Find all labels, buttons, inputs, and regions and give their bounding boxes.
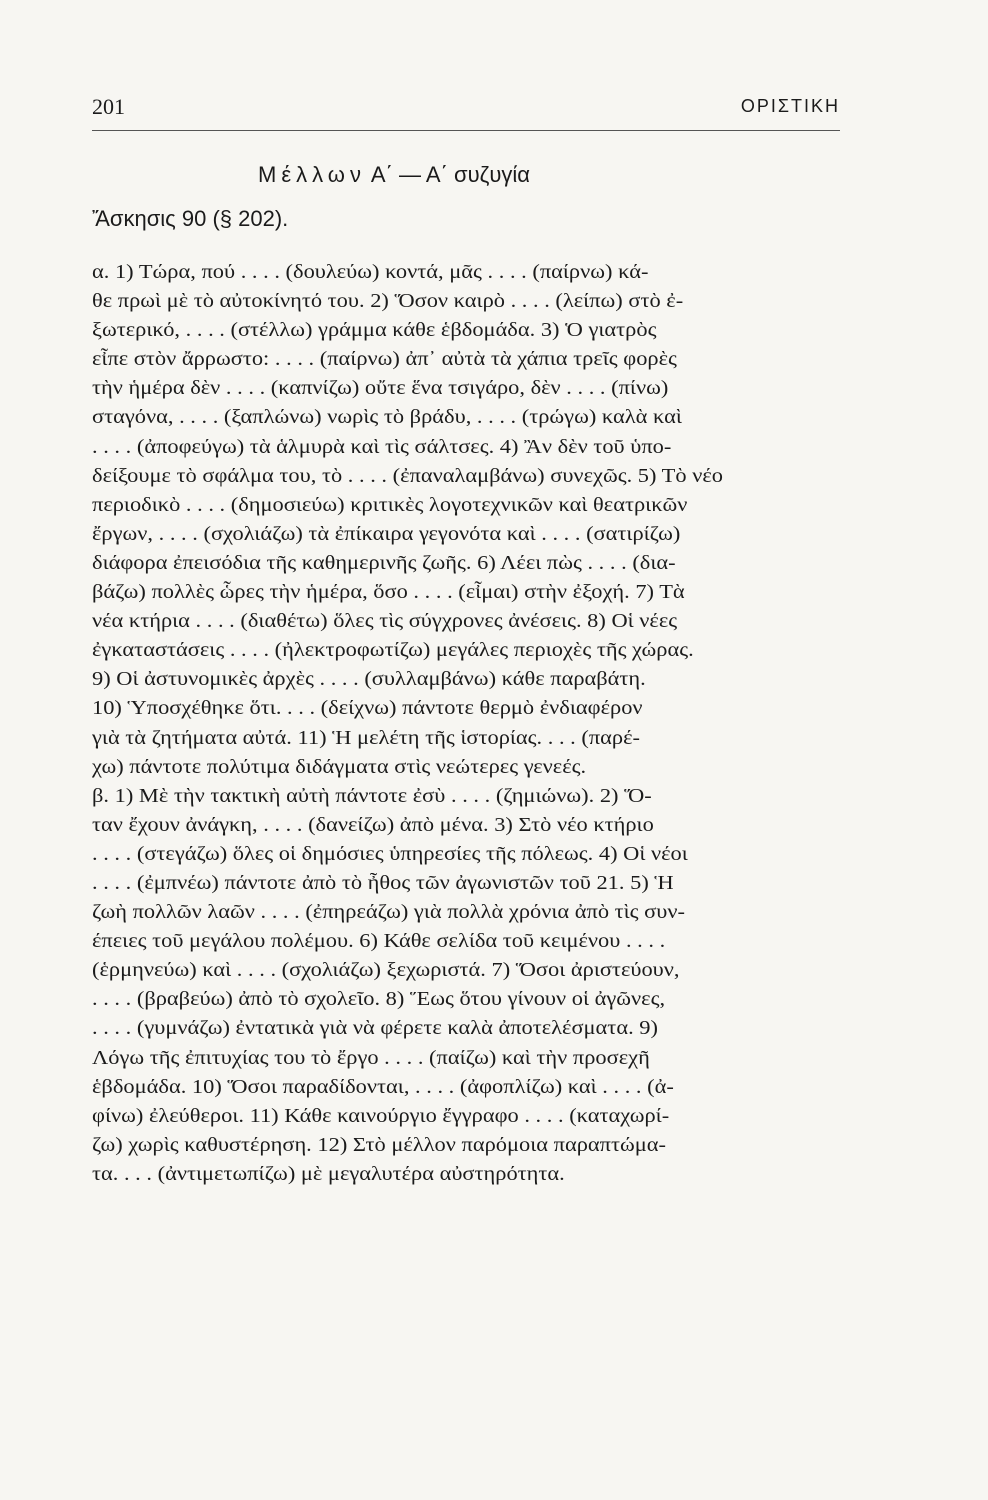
- text-line: . . . . (στεγάζω) ὅλες οἱ δημόσιες ὑπηρεσίες τῆς πόλεως. 4) Οἱ νέοι: [92, 843, 688, 865]
- text-line: τὴν ἡμέρα δὲν . . . . (καπνίζω) οὔτε ἕνα τσιγάρο, δὲν . . . . (πίνω): [92, 378, 669, 400]
- text-line: δείξουμε τὸ σφάλμα του, τὸ . . . . (ἐπαναλαμβάνω) συνεχῶς. 5) Τὸ νέο: [92, 465, 723, 487]
- section-title-conjugation: Α΄ — Α΄ συζυγία: [370, 162, 530, 187]
- text-line: ζωὴ πολλῶν λαῶν . . . . (ἐπηρεάζω) γιὰ πολλὰ χρόνια ἀπὸ τὶς συν-: [92, 902, 685, 924]
- section-title-tense: Μέλλων: [258, 162, 366, 187]
- running-head: ΟΡΙΣΤΙΚΗ: [740, 96, 840, 116]
- text-line: φίνω) ἐλεύθεροι. 11) Κάθε καινούργιο ἔγγραφο . . . . (καταχωρί-: [92, 1105, 670, 1127]
- text-line: γιὰ τὰ ζητήματα αὐτά. 11) Ἡ μελέτη τῆς ἱστορίας. . . . (παρέ-: [92, 727, 641, 749]
- text-line: τα. . . . (ἀντιμετωπίζω) μὲ μεγαλυτέρα αὐστηρότητα.: [92, 1163, 565, 1185]
- text-line: ζω) χωρὶς καθυστέρηση. 12) Στὸ μέλλον παρόμοια παραπτώμα-: [92, 1134, 666, 1156]
- text-line: Λόγω τῆς ἐπιτυχίας του τὸ ἔργο . . . . (παίζω) καὶ τὴν προσεχῆ: [92, 1047, 650, 1069]
- exercise-body: [92, 258, 840, 1189]
- text-line: σταγόνα, . . . . (ξαπλώνω) νωρὶς τὸ βράδυ, . . . . (τρώγω) καλὰ καὶ: [92, 407, 682, 429]
- text-line: β. 1) Μὲ τὴν τακτικὴ αὐτὴ πάντοτε ἐσὺ . . . . (ζημιώνω). 2) Ὅ-: [92, 785, 652, 807]
- page-header: [92, 90, 840, 131]
- text-line: . . . . (βραβεύω) ἀπὸ τὸ σχολεῖο. 8) Ἕως ὅτου γίνουν οἱ ἀγῶνες,: [92, 989, 666, 1011]
- text-line: βάζω) πολλὲς ὧρες τὴν ἡμέρα, ὅσο . . . . (εἶμαι) στὴν ἐξοχή. 7) Τὰ: [92, 582, 685, 604]
- text-line: α. 1) Τώρα, πού . . . . (δουλεύω) κοντά, μᾶς . . . . (παίρνω) κά-: [92, 262, 649, 283]
- text-line: εἶπε στὸν ἄρρωστο: . . . . (παίρνω) ἀπ᾿ αὐτὰ τὰ χάπια τρεῖς φορὲς: [92, 349, 677, 371]
- exercise-heading: Ἄσκησις 90 (§ 202).: [92, 206, 289, 231]
- text-line: περιοδικὸ . . . . (δημοσιεύω) κριτικὲς λογοτεχνικῶν καὶ θεατρικῶν: [92, 494, 688, 516]
- text-line: διάφορα ἐπεισόδια τῆς καθημερινῆς ζωῆς. 6) Λέει πὼς . . . . (δια-: [92, 552, 676, 574]
- text-line: . . . . (ἐμπνέω) πάντοτε ἀπὸ τὸ ἦθος τῶν ἀγωνιστῶν τοῦ 21. 5) Ἡ: [92, 872, 674, 894]
- text-line: θε πρωὶ μὲ τὸ αὐτοκίνητό του. 2) Ὅσον καιρὸ . . . . (λείπω) στὸ ἐ-: [92, 291, 684, 313]
- text-line: (ἑρμηνεύω) καὶ . . . . (σχολιάζω) ξεχωριστά. 7) Ὅσοι ἀριστεύουν,: [92, 960, 680, 982]
- text-line: . . . . (ἀποφεύγω) τὰ ἁλμυρὰ καὶ τὶς σάλτσες. 4) Ἂν δὲν τοῦ ὑπο-: [92, 436, 672, 458]
- text-line: ἔργων, . . . . (σχολιάζω) τὰ ἐπίκαιρα γεγονότα καὶ . . . . (σατιρίζω): [92, 523, 681, 545]
- text-line: ἑβδομάδα. 10) Ὅσοι παραδίδονται, . . . . (ἀφοπλίζω) καὶ . . . . (ἀ-: [92, 1076, 674, 1098]
- text-line: . . . . (γυμνάζω) ἐντατικὰ γιὰ νὰ φέρετε καλὰ ἀποτελέσματα. 9): [92, 1018, 658, 1040]
- text-line: έπειες τοῦ μεγάλου πολέμου. 6) Κάθε σελίδα τοῦ κειμένου . . . .: [92, 931, 666, 953]
- text-line: 9) Οἱ ἀστυνομικὲς ἀρχὲς . . . . (συλλαμβάνω) κάθε παραβάτη.: [92, 669, 646, 691]
- text-line: νέα κτήρια . . . . (διαθέτω) ὅλες τὶς σύγχρονες ἀνέσεις. 8) Οἱ νέες: [92, 611, 678, 633]
- page-number: 201: [92, 94, 125, 119]
- text-line: ξωτερικό, . . . . (στέλλω) γράμμα κάθε ἑβδομάδα. 3) Ὁ γιατρὸς: [92, 320, 657, 342]
- text-line: χω) πάντοτε πολύτιμα διδάγματα στὶς νεώτερες γενεές.: [92, 756, 587, 778]
- text-line: 10) Ὑποσχέθηκε ὅτι. . . . (δείχνω) πάντοτε θερμὸ ἐνδιαφέρον: [92, 698, 643, 720]
- text-line: ταν ἔχουν ἀνάγκη, . . . . (δανείζω) ἀπὸ μένα. 3) Στὸ νέο κτήριο: [92, 814, 654, 836]
- text-line: ἐγκαταστάσεις . . . . (ἠλεκτροφωτίζω) μεγάλες περιοχὲς τῆς χώρας.: [92, 640, 694, 662]
- section-title: [258, 162, 530, 188]
